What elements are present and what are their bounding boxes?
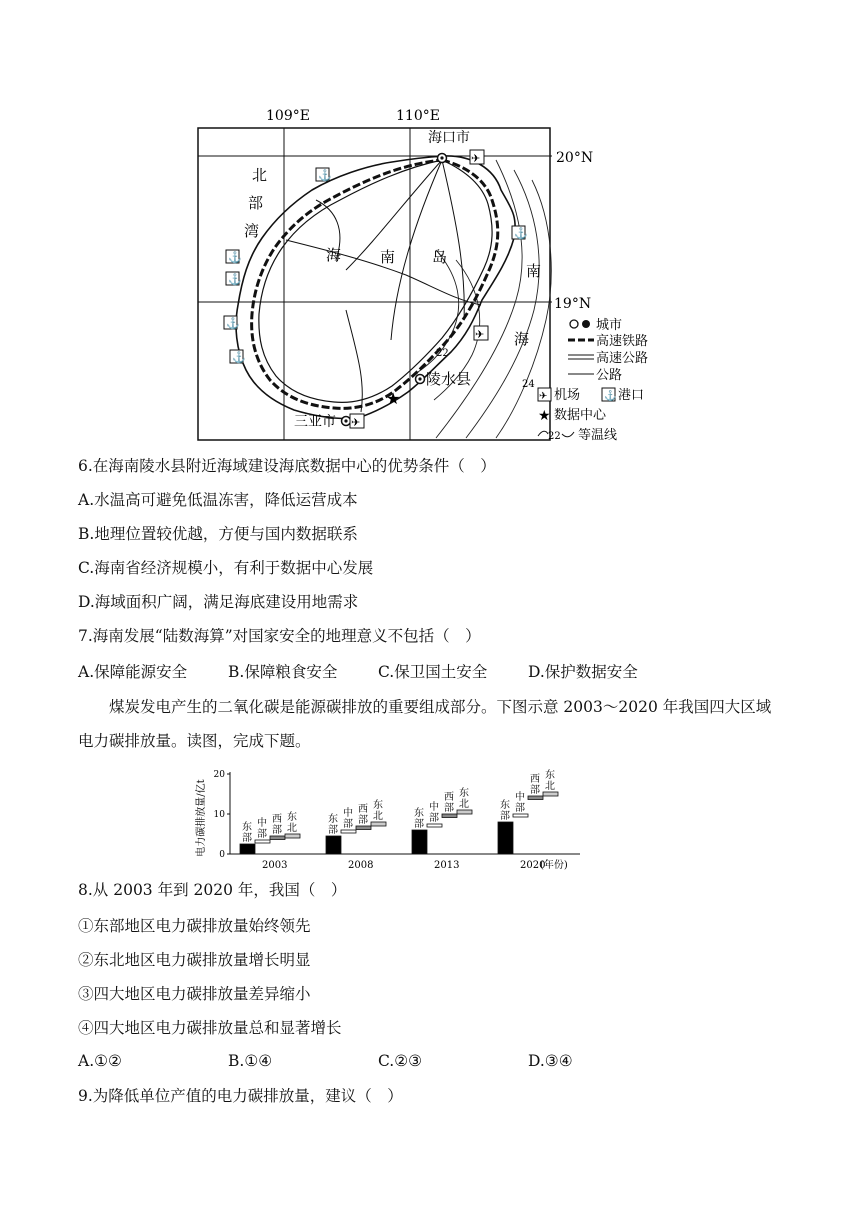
q8-statement-4: ④四大地区电力碳排放量总和显著增长 <box>78 1019 342 1037</box>
svg-text:⚓: ⚓ <box>604 391 617 402</box>
datacenter-star-icon: ★ <box>386 389 401 408</box>
svg-text:✈: ✈ <box>351 416 361 429</box>
chart-ytick-label: 0 <box>219 850 225 860</box>
chart-bar-中部-2020 <box>513 814 528 817</box>
island-char-3: 岛 <box>432 248 448 266</box>
chart-series-label: 部 <box>272 825 282 836</box>
intro-paragraph <box>78 690 782 758</box>
port-icon <box>316 168 332 182</box>
q8-option-a: A.①② <box>78 1052 122 1070</box>
chart-series-label: 部 <box>429 813 439 824</box>
chart-series-label: 部 <box>242 833 252 844</box>
svg-text:✈: ✈ <box>539 391 548 402</box>
chart-series-label: 东 <box>459 788 469 799</box>
q6-option-b: B.地理位置较优越，方便与国内数据联系 <box>78 525 358 543</box>
chart-series-label: 东 <box>414 808 424 819</box>
chart-series-label: 东 <box>545 770 555 781</box>
svg-text:⚓: ⚓ <box>228 273 242 286</box>
isotherms <box>418 160 551 438</box>
chart-series-label: 部 <box>444 803 454 814</box>
port-icon <box>224 316 240 330</box>
q9-stem: 9.为降低单位产值的电力碳排放量，建议（ ） <box>78 1087 403 1105</box>
lingshui-label: 陵水县 <box>426 370 472 388</box>
chart-series-label: 东 <box>242 822 252 833</box>
q7-option-d: D.保护数据安全 <box>528 663 638 681</box>
q7-option-c: C.保卫国土安全 <box>378 663 488 681</box>
chart-bar-中部-2008 <box>341 830 356 833</box>
chart-ylabel: 电力碳排放量/亿t <box>196 779 207 857</box>
q6-stem: 6.在海南陵水县附近海域建设海底数据中心的优势条件（ ） <box>78 457 496 475</box>
q6-option-d: D.海域面积广阔，满足海底建设用地需求 <box>78 593 359 611</box>
chart-bar-东北-2003 <box>285 834 300 838</box>
airport-icon <box>350 414 364 429</box>
chart-series-label: 部 <box>500 811 510 822</box>
island-char-1: 海 <box>326 246 342 264</box>
q7-option-a: A.保障能源安全 <box>78 663 188 681</box>
q8-statement-2: ②东北地区电力碳排放量增长明显 <box>78 951 311 969</box>
chart-series-label: 东 <box>287 812 297 823</box>
chart-series-label: 东 <box>500 800 510 811</box>
chart-series-label: 北 <box>287 823 297 834</box>
chart-series-label: 部 <box>328 825 338 836</box>
legend-city: 城市 <box>596 318 623 333</box>
island-char-2: 南 <box>380 248 396 266</box>
q8-statement-3: ③四大地区电力碳排放量差异缩小 <box>78 985 311 1003</box>
svg-text:⚓: ⚓ <box>514 227 528 240</box>
q6-option-a: A.水温高可避免低温冻害，降低运营成本 <box>78 491 358 509</box>
isotherm-24: 24 <box>522 379 535 390</box>
svg-text:⚓: ⚓ <box>318 169 332 182</box>
svg-text:⚓: ⚓ <box>232 351 246 364</box>
chart-series-label: 西 <box>272 814 282 825</box>
legend-port: 港口 <box>618 388 645 403</box>
legend-expressway: 高速公路 <box>596 351 649 366</box>
chart-series-label: 部 <box>515 803 525 814</box>
chart-ytick-label: 10 <box>213 810 225 820</box>
chart-series-label: 部 <box>414 819 424 830</box>
chart-bar-东部-2008 <box>326 836 341 854</box>
q7-stem: 7.海南发展“陆数海算”对国家安全的地理意义不包括（ ） <box>78 627 481 645</box>
svg-text:✈: ✈ <box>471 152 481 165</box>
chart-series-label: 中 <box>257 818 267 829</box>
nanhai-char-1: 南 <box>526 262 542 280</box>
chart-ytick-label: 20 <box>213 770 225 780</box>
sanya-city-dot <box>344 419 347 422</box>
map-legend <box>538 318 648 443</box>
lon-110-label: 110°E <box>396 108 440 124</box>
chart-bar-东部-2020 <box>498 822 513 854</box>
q7-option-b: B.保障粮食安全 <box>228 663 338 681</box>
beibu-char-3: 湾 <box>244 222 260 240</box>
q8-option-d: D.③④ <box>528 1052 573 1070</box>
chart-series-label: 北 <box>459 799 469 810</box>
expressway-ring <box>259 160 492 402</box>
chart-series-label: 部 <box>343 819 353 830</box>
svg-text:⚓: ⚓ <box>228 251 242 264</box>
q8-statement-1: ①东部地区电力碳排放量始终领先 <box>78 917 311 935</box>
chart-bar-东北-2008 <box>371 822 386 826</box>
chart-series-label: 东 <box>328 814 338 825</box>
legend-isotherm-sample: 22 <box>548 431 561 442</box>
lat-20-label: 20°N <box>556 150 594 166</box>
chart-series-label: 中 <box>343 808 353 819</box>
q6-option-c: C.海南省经济规模小，有利于数据中心发展 <box>78 559 374 577</box>
q8-option-c: C.②③ <box>378 1052 423 1070</box>
chart-bar-中部-2013 <box>427 824 442 827</box>
intro-text: 煤炭发电产生的二氧化碳是能源碳排放的重要组成部分。下图示意 2003～2020 年我国四大区域电力碳排放量。读图，完成下题。 <box>78 698 772 750</box>
chart-series-label: 西 <box>358 804 368 815</box>
airport-icon <box>470 150 484 165</box>
chart-bar-东部-2013 <box>412 830 427 854</box>
legend-city-icon <box>570 320 578 328</box>
hainan-map <box>196 100 676 445</box>
chart-series-label: 部 <box>257 829 267 840</box>
legend-rail: 高速铁路 <box>596 334 649 349</box>
haikou-label: 海口市 <box>428 130 470 146</box>
port-icon <box>512 226 528 240</box>
legend-city-icon-2 <box>582 320 590 328</box>
chart-series-label: 部 <box>358 815 368 826</box>
legend-airport: 机场 <box>554 388 581 403</box>
lon-109-label: 109°E <box>266 108 310 124</box>
chart-xtick-label: 2003 <box>262 860 288 871</box>
beibu-char-1: 北 <box>252 166 268 184</box>
chart-bar-中部-2003 <box>255 840 270 843</box>
svg-text:⚓: ⚓ <box>226 317 240 330</box>
chart-bar-西部-2003 <box>270 836 285 840</box>
beibu-char-2: 部 <box>248 194 264 212</box>
legend-datacenter-star-icon: ★ <box>538 408 551 424</box>
chart-series-label: 北 <box>545 781 555 792</box>
legend-road: 公路 <box>596 368 623 383</box>
chart-series-label: 中 <box>429 802 439 813</box>
sanya-label: 三亚市 <box>294 414 336 430</box>
port-icon <box>226 250 242 264</box>
chart-series-label: 北 <box>373 811 383 822</box>
legend-airport-icon <box>538 388 551 402</box>
chart-bar-东北-2013 <box>457 810 472 814</box>
legend-datacenter: 数据中心 <box>554 408 607 423</box>
chart-xlabel: (年份) <box>540 860 568 871</box>
chart-series-label: 西 <box>530 774 540 785</box>
chart-bar-东部-2003 <box>240 844 255 854</box>
isotherm-22: 22 <box>436 348 449 359</box>
chart-bar-西部-2020 <box>528 796 543 800</box>
chart-xtick-label: 2013 <box>434 860 460 871</box>
carbon-emission-chart <box>190 764 590 872</box>
chart-series-label: 部 <box>530 785 540 796</box>
chart-xtick-label: 2008 <box>348 860 374 871</box>
airport-icon <box>474 326 488 341</box>
legend-isotherm: 等温线 <box>578 428 618 443</box>
haikou-city-dot <box>440 156 443 159</box>
lingshui-city-dot <box>418 377 421 380</box>
chart-series-label: 东 <box>373 800 383 811</box>
chart-series-label: 中 <box>515 792 525 803</box>
chart-bar-东北-2020 <box>543 792 558 796</box>
lat-19-label: 19°N <box>554 296 592 312</box>
svg-text:✈: ✈ <box>475 328 485 341</box>
nanhai-char-2: 海 <box>514 330 530 348</box>
q8-option-b: B.①④ <box>228 1052 273 1070</box>
chart-bar-西部-2008 <box>356 826 371 830</box>
port-icon <box>226 272 242 286</box>
chart-series-label: 西 <box>444 792 454 803</box>
chart-xtick-label: 2020 <box>520 860 546 871</box>
port-icon <box>230 350 246 364</box>
q8-stem: 8.从 2003 年到 2020 年，我国（ ） <box>78 881 347 899</box>
legend-port-icon <box>602 388 616 402</box>
chart-bar-西部-2013 <box>442 814 457 818</box>
